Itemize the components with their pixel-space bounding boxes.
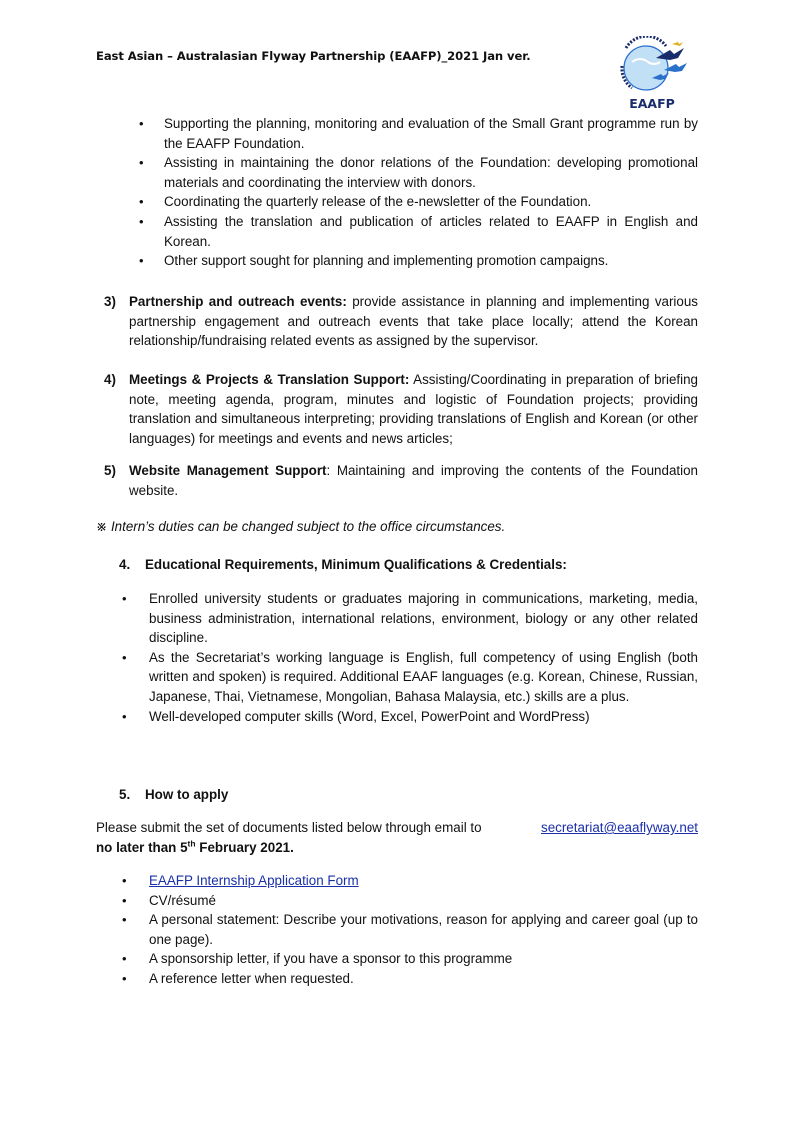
deadline: no later than 5th February 2021. <box>96 838 294 855</box>
document-header-title: East Asian – Australasian Flyway Partnership (EAAFP)_2021 Jan ver. <box>96 49 531 63</box>
bullet-icon: • <box>122 912 127 928</box>
duty-text: provide assistance in planning and implementing various partnership engagement and outreach events that take place locally; attend the Korean relationship/fundraising related events as assigned by the supervisor. <box>129 294 698 349</box>
duties-note: ※ Intern’s duties can be changed subject to the office circumstances. <box>96 519 506 534</box>
bullet-icon: • <box>122 591 127 606</box>
duty-text: Assisting/Coordinating in preparation of briefing note, meeting agenda, program, minutes and logistic of Foundation projects; providing translation and simultaneous interpreting; providing translations of English and Korean (or other languages) for meetings and events and news articles; <box>129 372 698 446</box>
list-item: • A sponsorship letter, if you have a sponsor to this programme <box>120 949 698 969</box>
apply-instructions <box>96 818 698 857</box>
bullet-icon: • <box>139 253 144 269</box>
apply-intro-line: Please submit the set of documents listed below through email to secretariat@eaaflyway.net <box>96 818 698 838</box>
list-item: • Enrolled university students or graduates majoring in communications, marketing, media, business administration, international relations, environment, biology or any other related discipline. <box>122 591 698 646</box>
list-item: • A personal statement: Describe your motivations, reason for applying and career goal (up to one page). <box>122 912 698 947</box>
email-link[interactable]: secretariat@eaaflyway.net <box>541 820 698 835</box>
duty-text: : Maintaining and improving the contents of the Foundation website. <box>129 463 698 498</box>
how-to-apply-heading: 5. How to apply <box>119 787 229 802</box>
list-item: • Assisting the translation and publication of articles related to EAAFP in English and Korean. <box>139 213 698 249</box>
bullet-icon: • <box>122 708 127 724</box>
bullet-icon: • <box>139 194 144 210</box>
bullet-icon: • <box>139 155 144 171</box>
requirements-list <box>120 589 698 726</box>
list-item: • A reference letter when requested. <box>120 969 698 989</box>
logo-bird-accent <box>672 42 683 46</box>
logo-text: EAAFP <box>629 96 675 111</box>
apply-documents-list <box>120 871 698 989</box>
duty-item-5: 5) Website Management Support: Maintaining and improving the contents of the Foundation website. <box>104 463 698 498</box>
bullet-icon: • <box>122 951 127 967</box>
bullet-icon: • <box>139 213 144 229</box>
list-item: • Coordinating the quarterly release of the e-newsletter of the Foundation. <box>136 192 698 212</box>
bullet-icon: • <box>122 892 127 908</box>
list-item: • CV/résumé <box>120 891 698 911</box>
list-item: • Well-developed computer skills (Word, Excel, PowerPoint and WordPress) <box>120 707 698 727</box>
application-form-link[interactable]: EAAFP Internship Application Form <box>149 873 359 888</box>
list-item: • Assisting in maintaining the donor relations of the Foundation: developing promotional materials and coordinating the interview with donors. <box>139 155 698 190</box>
duty-title: Partnership and outreach events: <box>129 294 347 309</box>
list-item: • Supporting the planning, monitoring and evaluation of the Small Grant programme run by the EAAFP Foundation. <box>139 116 698 151</box>
bullet-icon: • <box>122 649 127 665</box>
bullet-icon: • <box>122 873 127 888</box>
list-item: • Other support sought for planning and implementing promotion campaigns. <box>136 251 698 271</box>
duty-item-4: 4) Meetings & Projects & Translation Support: Assisting/Coordinating in preparation of briefing note, meeting agenda, program, minutes and logistic of Foundation projects; providing translation and simultaneous interpreting; providing translations of English and Korean (or other languages) for meetings and events and news articles; <box>104 372 698 446</box>
list-item: • As the Secretariat’s working language is English, full competency of using English (both written and spoken) is required. Additional EAAF languages (e.g. Korean, Chinese, Russian, Japanese, Thai, Vietnamese, Mongolian, Bahasa Malaysia, etc.) skills are a plus. <box>122 649 698 704</box>
duty-item-3: 3) Partnership and outreach events: provide assistance in planning and implementing various partnership engagement and outreach events that take place locally; attend the Korean relationship/fundraising related events as assigned by the supervisor. <box>104 294 698 349</box>
list-item <box>120 871 698 891</box>
duty-title: Meetings & Projects & Translation Support: <box>129 372 410 387</box>
duty-title: Website Management Support <box>129 463 327 478</box>
bullet-icon: • <box>139 116 144 131</box>
requirements-heading: 4. Educational Requirements, Minimum Qualifications & Credentials: <box>119 557 567 572</box>
promotion-bullet-list <box>136 114 698 271</box>
bullet-icon: • <box>122 970 127 986</box>
